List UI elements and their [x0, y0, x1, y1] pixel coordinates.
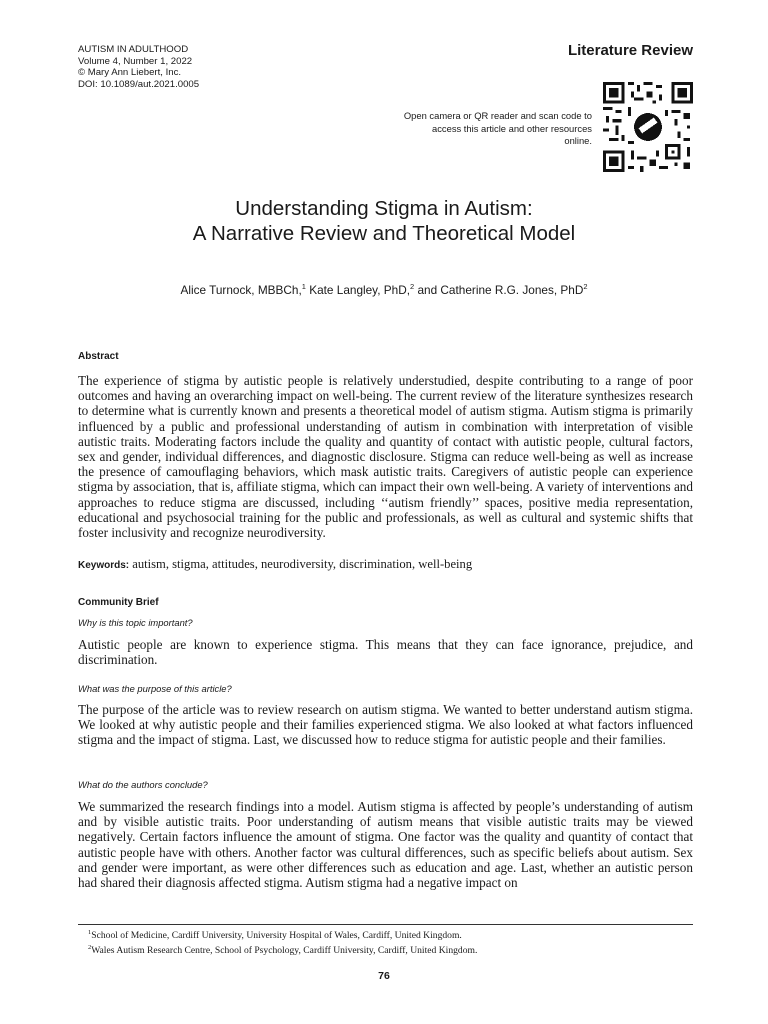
footnote-text: School of Medicine, Cardiff University, University Hospital of Wales, Cardiff, United Kingdom. — [91, 930, 462, 942]
affiliation-mark: 2 — [583, 282, 588, 291]
abstract-heading: Abstract — [78, 351, 119, 362]
community-brief-heading: Community Brief — [78, 597, 159, 608]
qr-code-icon[interactable] — [603, 82, 693, 172]
brief-answer: Autistic people are known to experience stigma. This means that they can face ignorance, prejudice, and discrimination. — [78, 637, 693, 668]
journal-info — [78, 44, 199, 90]
page-number: 76 — [378, 970, 390, 982]
brief-answer: We summarized the research findings into a model. Autism stigma is affected by people’s understanding of autism and by visible autistic traits. Poor understanding of autism means that visible autistic traits may be viewed negatively. Certain factors influence the amount of stigma. One factor was the quality and quantity of contact that autistic people have with others. Another factor was cultural differences, such as specific beliefs about autism. Sex and gender were important, as were other differences such as education and age. Last, whether an autistic person had shared their diagnosis affected stigma. Autism stigma had a negative impact on — [78, 799, 693, 891]
footnote-mark: 1 — [88, 929, 92, 936]
author-name: and Catherine R.G. Jones, PhD — [414, 282, 584, 297]
brief-question: Why is this topic important? — [78, 617, 193, 628]
author-name: Kate Langley, PhD, — [305, 282, 410, 297]
author-list — [80, 282, 688, 297]
qr-caption: Open camera or QR reader and scan code to access this article and other resources online. — [403, 110, 592, 147]
title-line-2: A Narrative Review and Theoretical Model — [192, 222, 576, 245]
footnote — [88, 927, 477, 942]
journal-doi[interactable]: DOI: 10.1089/aut.2021.0005 — [78, 78, 200, 90]
affiliation-mark: 1 — [301, 282, 306, 291]
article-title — [80, 196, 688, 246]
brief-question: What was the purpose of this article? — [78, 683, 232, 694]
keywords — [78, 557, 472, 572]
affiliation-mark: 2 — [410, 282, 415, 291]
footnote-text: Wales Autism Research Centre, School of Psychology, Cardiff University, Cardiff, United Kingdom. — [91, 944, 478, 956]
section-label: Literature Review — [567, 42, 693, 59]
abstract-text: The experience of stigma by autistic people is relatively understudied, despite contributing to a range of poor outcomes and having an overarching impact on well-being. The current review of the literature synthesizes research to determine what is currently known and presents a theoretical model of autism stigma. Autism stigma is primarily influenced by a public and professional understanding of autism in combination with interpretation of visible autistic traits. Moderating factors include the quality and quantity of contact with autistic people, cultural factors, sex and gender, individual differences, and diagnostic disclosure. Stigma can reduce well-being as well as increase the presence of camouflaging behaviors, which mask autistic traits. Caregivers of autistic people can experience stigma by association, that is, affiliate stigma, which can impact their own well-being. A variety of interventions and approaches to reduce stigma are discussed, including ‘‘autism friendly’’ spaces, positive media representation, educational and psychosocial training for the public and professionals, as well as cultural and systemic shifts that foster inclusivity and recognize neurodiversity. — [78, 373, 693, 541]
keywords-text: autism, stigma, attitudes, neurodiversity, discrimination, well-being — [129, 557, 473, 571]
brief-answer: The purpose of the article was to review research on autism stigma. We wanted to better understand autism stigma. We looked at why autistic people and their families experienced stigma. We also looked at what factors influenced stigma and the impact of stigma. Last, we discussed how to reduce stigma for autistic people and their families. — [78, 702, 693, 748]
journal-name: AUTISM IN ADULTHOOD — [78, 44, 189, 55]
footnote-mark: 2 — [88, 943, 92, 951]
journal-volume: Volume 4, Number 1, 2022 — [78, 55, 193, 67]
keywords-label: Keywords: — [78, 560, 130, 571]
journal-copyright: © Mary Ann Liebert, Inc. — [78, 67, 182, 79]
brief-question: What do the authors conclude? — [78, 779, 208, 790]
footnotes — [88, 927, 477, 956]
author-name: Alice Turnock, MBBCh, — [180, 282, 302, 297]
title-line-1: Understanding Stigma in Autism: — [235, 197, 533, 220]
footnote — [88, 942, 477, 957]
footnote-divider — [78, 924, 693, 925]
